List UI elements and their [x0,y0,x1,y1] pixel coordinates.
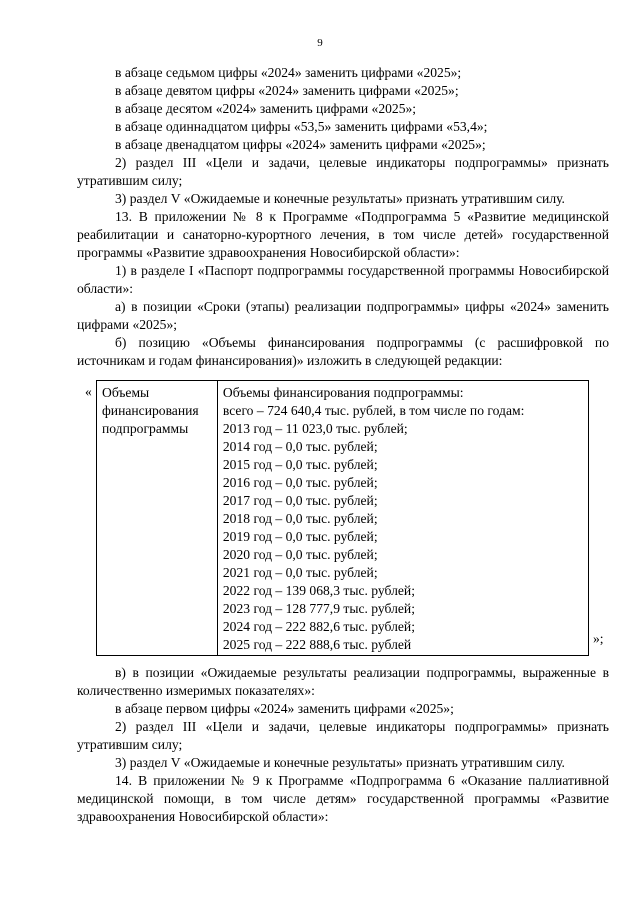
value-line: 2013 год – 11 023,0 тыс. рублей; [222,421,408,436]
value-line: 2015 год – 0,0 тыс. рублей; [222,457,378,472]
paragraph: 3) раздел V «Ожидаемые и конечные результаты» признать утратившим силу. [115,755,565,770]
value-line: 2024 год – 222 882,6 тыс. рублей; [222,619,415,634]
document-body [77,64,609,826]
label-line: финансирования [102,403,199,418]
value-line: 2014 год – 0,0 тыс. рублей; [222,439,378,454]
value-line: всего – 724 640,4 тыс. рублей, в том числе по годам: [222,403,525,418]
value-line: 2023 год – 128 777,9 тыс. рублей; [222,601,415,616]
paragraph: в абзаце девятом цифры «2024» заменить цифрами «2025»; [115,83,459,98]
table-row [97,381,589,656]
value-line: 2021 год – 0,0 тыс. рублей; [222,565,378,580]
value-line: 2018 год – 0,0 тыс. рублей; [222,511,378,526]
table-value-cell [217,381,588,656]
value-line: 2020 год – 0,0 тыс. рублей; [222,547,378,562]
table-label-cell [97,381,218,656]
paragraph: в абзаце одиннадцатом цифры «53,5» заменить цифрами «53,4»; [115,119,488,134]
paragraph: а) в позиции «Сроки (этапы) реализации подпрограммы» цифры «2024» заменить цифрами «2025»; [77,299,609,332]
paragraph: в абзаце седьмом цифры «2024» заменить цифрами «2025»; [115,65,462,80]
paragraph: в абзаце первом цифры «2024» заменить цифрами «2025»; [115,701,454,716]
paragraph: 1) в разделе I «Паспорт подпрограммы государственной программы Новосибирской области»: [77,263,609,296]
paragraph: б) позицию «Объемы финансирования подпрограммы (с расшифровкой по источникам и годам финансирования)» изложить в следующей редакции: [77,335,609,368]
label-line: Объемы [102,385,150,400]
value-line: 2016 год – 0,0 тыс. рублей; [222,475,378,490]
paragraph: в) в позиции «Ожидаемые результаты реализации подпрограммы, выраженные в количественно измеримых показателях»: [77,665,609,698]
value-line: 2025 год – 222 888,6 тыс. рублей [222,637,412,652]
financing-table-block [77,380,609,656]
paragraph: в абзаце десятом «2024» заменить цифрами «2025»; [115,101,417,116]
value-line: 2017 год – 0,0 тыс. рублей; [222,493,378,508]
paragraph: 2) раздел III «Цели и задачи, целевые индикаторы подпрограммы» признать утратившим силу; [77,719,609,752]
page-number: 9 [317,37,323,49]
paragraph: в абзаце двенадцатом цифры «2024» заменить цифрами «2025»; [115,137,486,152]
opening-quote: « [85,384,92,399]
paragraph-item-13: 13. В приложении № 8 к Программе «Подпрограмма 5 «Развитие медицинской реабилитации и санаторно-курортного лечения, в том числе детей» государственной программы «Развитие здравоохранения Новосибирской области»: [77,209,609,260]
paragraph: 2) раздел III «Цели и задачи, целевые индикаторы подпрограммы» признать утратившим силу; [77,155,609,188]
value-line: 2019 год – 0,0 тыс. рублей; [222,529,378,544]
value-line: 2022 год – 139 068,3 тыс. рублей; [222,583,415,598]
paragraph-item-14: 14. В приложении № 9 к Программе «Подпрограмма 6 «Оказание паллиативной медицинской помощи, в том числе детям» государственной программы «Развитие здравоохранения Новосибирской области»: [77,773,609,824]
financing-table [96,380,589,656]
value-line: Объемы финансирования подпрограммы: [222,385,464,400]
closing-quote: »; [593,631,604,646]
label-line: подпрограммы [102,421,189,436]
paragraph: 3) раздел V «Ожидаемые и конечные результаты» признать утратившим силу. [115,191,565,206]
